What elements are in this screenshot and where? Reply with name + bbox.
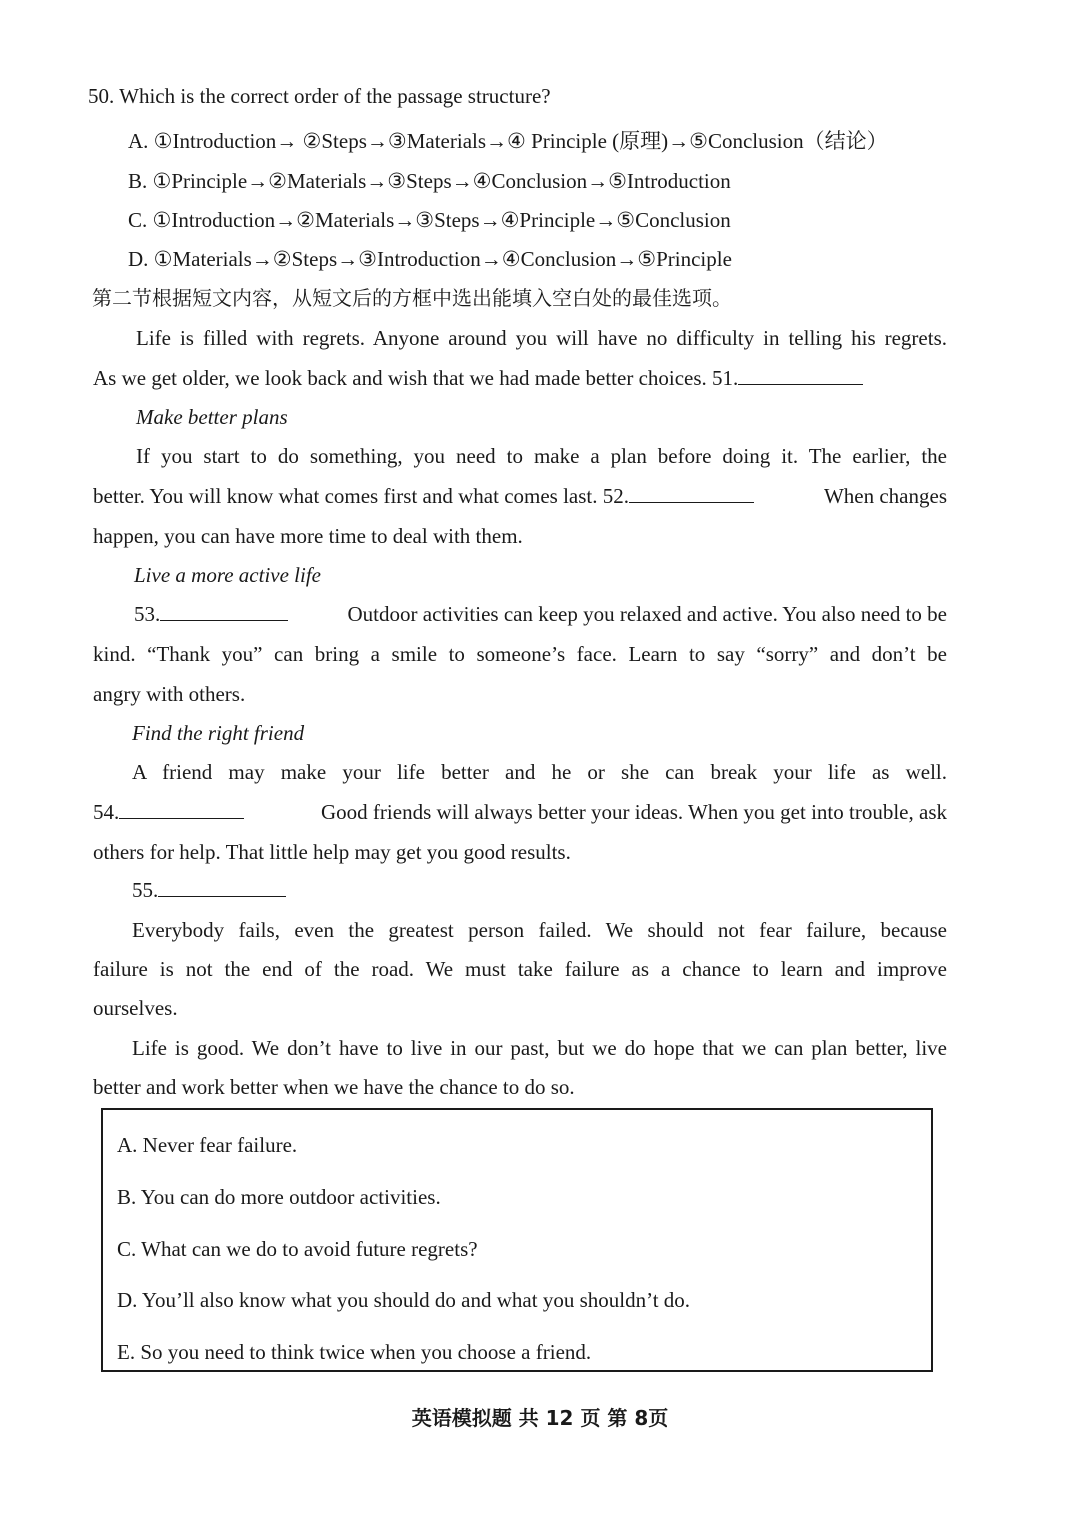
paragraph-1-line-1: Life is filled with regrets. Anyone around you will have no difficulty in telling his regrets. (136, 326, 947, 350)
paragraph-4-text-b: Good friends will always better your ideas. When you get into trouble, ask (321, 800, 947, 824)
question-50-option-a: A. ①Introduction→ ②Steps→③Materials→④ Principle (原理)→⑤Conclusion（结论） (128, 129, 888, 153)
paragraph-1-line-2 (93, 364, 863, 392)
heading-find-right-friend: Find the right friend (132, 721, 305, 745)
answer-blank-51[interactable] (738, 364, 863, 385)
paragraph-4-text-a: 54. (93, 800, 120, 824)
question-50-stem: 50. Which is the correct order of the passage structure? (88, 84, 551, 108)
heading-make-better-plans: Make better plans (136, 405, 288, 429)
paragraph-5-line-1: Everybody fails, even the greatest person failed. We should not fear failure, because (132, 918, 947, 942)
paragraph-5-line-3: ourselves. (93, 996, 178, 1020)
section-2-instruction: 第二节根据短文内容，从短文后的方框中选出能填入空白处的最佳选项。 (92, 286, 732, 310)
paragraph-6-line-1: Life is good. We don’t have to live in our past, but we do hope that we can plan better, live (132, 1036, 947, 1060)
paragraph-2-text-b: When changes (823, 484, 947, 508)
paragraph-3-text-a: 53. (134, 602, 161, 626)
heading-live-active-life: Live a more active life (134, 563, 321, 587)
paragraph-4-line-3: others for help. That little help may get you good results. (93, 840, 571, 864)
question-50-option-c: C. ①Introduction→②Materials→③Steps→④Principle→⑤Conclusion (128, 208, 731, 232)
paragraph-2-line-2 (93, 482, 947, 510)
answer-blank-55[interactable] (158, 876, 286, 897)
answer-options-box (101, 1108, 933, 1372)
paragraph-5-line-2: failure is not the end of the road. We must take failure as a chance to learn and improve (93, 957, 947, 981)
box-option-b: B. You can do more outdoor activities. (117, 1185, 441, 1209)
heading-blank-55 (132, 876, 286, 904)
paragraph-2-line-3: happen, you can have more time to deal with them. (93, 524, 523, 548)
answer-blank-52[interactable] (629, 482, 754, 503)
question-50-option-d: D. ①Materials→②Steps→③Introduction→④Conclusion→⑤Principle (128, 247, 732, 271)
box-option-c: C. What can we do to avoid future regrets? (117, 1237, 478, 1261)
paragraph-3-line-3: angry with others. (93, 682, 246, 706)
box-option-d: D. You’ll also know what you should do and what you shouldn’t do. (117, 1288, 691, 1312)
blank-55-label: 55. (132, 878, 159, 902)
paragraph-4-line-1: A friend may make your life better and he or she can break your life as well. (132, 760, 947, 784)
paragraph-3-text-b: Outdoor activities can keep you relaxed and active. You also need to be (347, 602, 947, 626)
box-option-a: A. Never fear failure. (117, 1133, 298, 1157)
paragraph-3-line-2: kind. “Thank you” can bring a smile to someone’s face. Learn to say “sorry” and don’t be (93, 642, 947, 666)
paragraph-2-text-a: better. You will know what comes first and what comes last. 52. (93, 484, 630, 508)
paragraph-1-text: As we get older, we look back and wish that we had made better choices. 51. (93, 366, 739, 390)
answer-blank-54[interactable] (119, 798, 244, 819)
answer-blank-53[interactable] (160, 600, 288, 621)
question-50-option-b: B. ①Principle→②Materials→③Steps→④Conclusion→⑤Introduction (128, 169, 731, 193)
paragraph-2-line-1: If you start to do something, you need to make a plan before doing it. The earlier, the (136, 444, 947, 468)
paragraph-6-line-2: better and work better when we have the chance to do so. (93, 1075, 575, 1099)
paragraph-3-line-1 (134, 600, 947, 628)
page-footer: 英语模拟题 共 12 页 第 8页 (411, 1406, 669, 1430)
box-option-e: E. So you need to think twice when you choose a friend. (117, 1340, 592, 1364)
paragraph-4-line-2 (93, 798, 947, 826)
